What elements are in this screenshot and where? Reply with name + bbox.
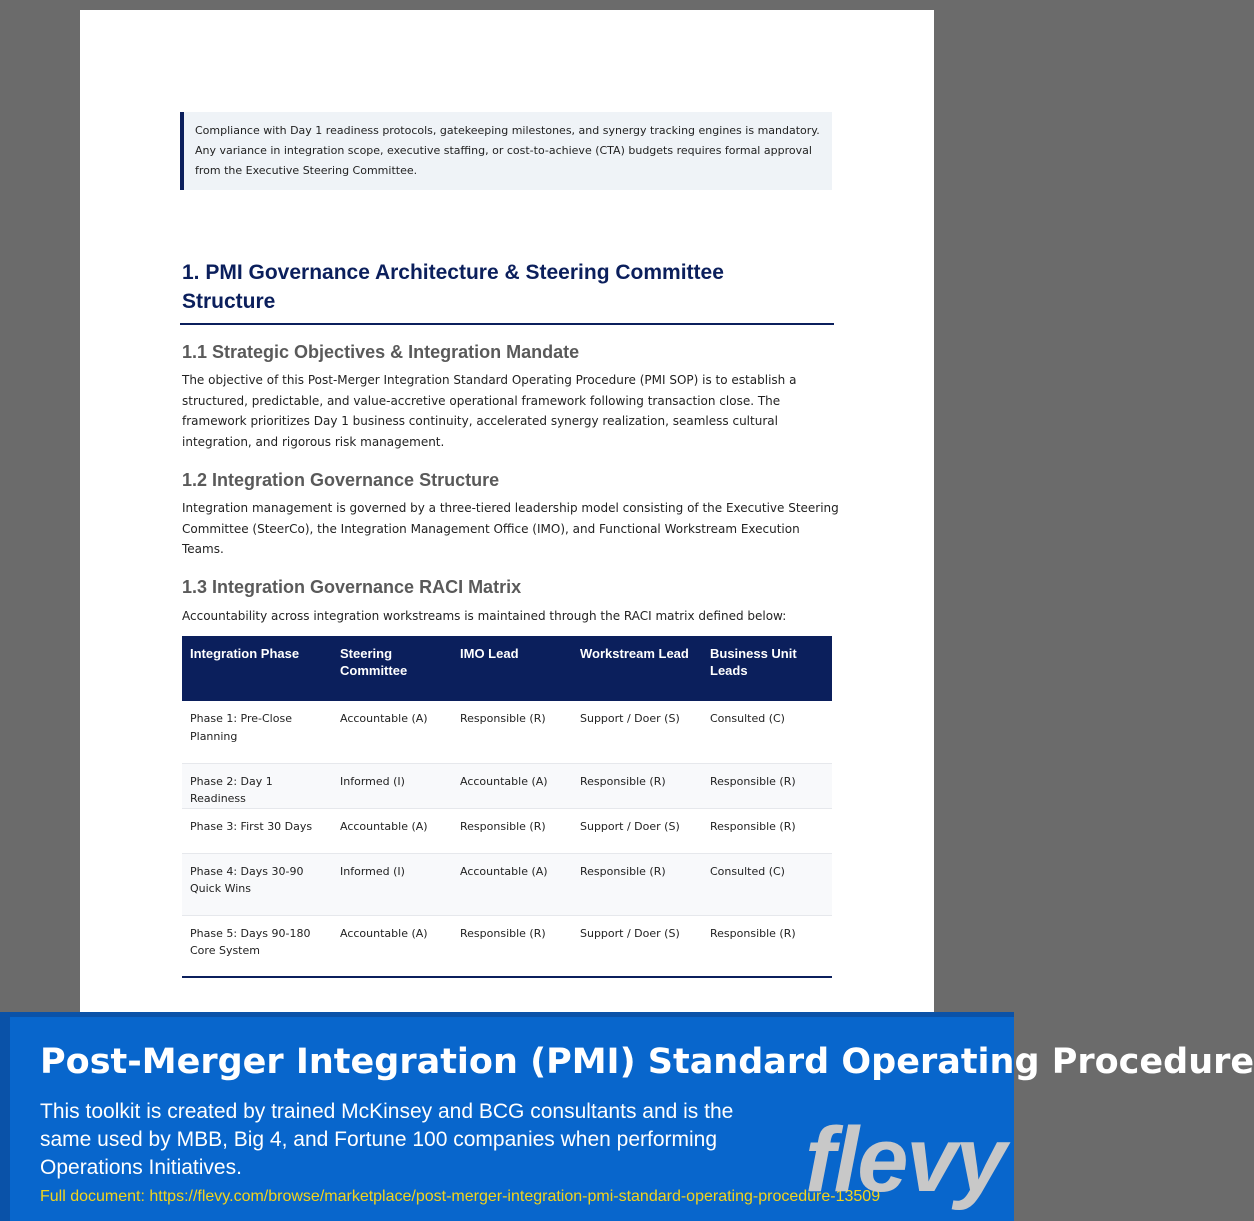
column-header: Integration Phase <box>190 646 300 661</box>
banner-top-band <box>0 1012 1014 1017</box>
table-cell: Phase 5: Days 90-180 Core System <box>182 915 332 977</box>
raci-intro <box>182 606 832 627</box>
section-title-rule <box>180 323 834 325</box>
paragraph-line: Accountability across integration workstreams is maintained through the RACI matrix defined below: <box>182 609 787 623</box>
raci-matrix-table <box>182 636 832 978</box>
table-cell: Responsible (R) <box>702 915 832 977</box>
column-header: Business Unit Leads <box>710 646 797 678</box>
banner-description-line: same used by MBB, Big 4, and Fortune 100 companies when performing <box>40 1128 718 1151</box>
table-cell: Responsible (R) <box>452 808 572 853</box>
table-row <box>182 808 832 853</box>
paragraph-line: The objective of this Post-Merger Integration Standard Operating Procedure (PMI SOP) is to establish a <box>182 373 797 387</box>
column-header: Steering Committee <box>340 646 408 678</box>
paragraph-line: Committee (SteerCo), the Integration Management Office (IMO), and Functional Workstream Execution <box>182 521 800 536</box>
paragraph-line: structured, predictable, and value-accretive operational framework following transaction close. The <box>182 393 781 408</box>
table-cell: Responsible (R) <box>452 701 572 763</box>
table-cell: Support / Doer (S) <box>572 808 702 853</box>
table-cell: Accountable (A) <box>332 915 452 977</box>
paragraph-line: Integration management is governed by a three-tiered leadership model consisting of the Executive Steering <box>182 501 839 515</box>
flevy-logo: flevy <box>805 1109 1005 1211</box>
full-document-link[interactable]: Full document: https://flevy.com/browse/marketplace/post-merger-integration-pmi-standard-operating-procedure-13509 <box>40 1188 881 1205</box>
table-cell: Responsible (R) <box>572 853 702 915</box>
table-cell: Phase 3: First 30 Days <box>182 808 332 853</box>
table-cell: Informed (I) <box>332 853 452 915</box>
table-cell: Phase 1: Pre-Close Planning <box>182 701 332 763</box>
subsection-heading-1-2: 1.2 Integration Governance Structure <box>182 470 500 490</box>
callout-line: Any variance in integration scope, executive staffing, or cost-to-achieve (CTA) budgets requires formal approval <box>195 144 812 157</box>
table-cell: Support / Doer (S) <box>572 915 702 977</box>
document-page <box>80 10 934 1014</box>
section-title <box>182 258 832 316</box>
table-cell: Responsible (R) <box>702 808 832 853</box>
subsection-text-1-2 <box>182 498 839 560</box>
table-cell: Consulted (C) <box>702 701 832 763</box>
compliance-callout <box>180 112 832 190</box>
subsection-heading-1-3: 1.3 Integration Governance RACI Matrix <box>182 577 522 597</box>
paragraph-line: framework prioritizes Day 1 business continuity, accelerated synergy realization, seamless cultural <box>182 414 778 428</box>
banner-description-line: This toolkit is created by trained McKinsey and BCG consultants and is the <box>40 1100 734 1123</box>
table-cell: Phase 2: Day 1 Readiness <box>182 763 332 808</box>
promo-banner <box>0 1012 1254 1221</box>
column-header: Workstream Lead <box>580 646 689 661</box>
paragraph-line: integration, and rigorous risk management. <box>182 434 445 449</box>
table-cell: Responsible (R) <box>572 763 702 808</box>
table-cell: Responsible (R) <box>702 763 832 808</box>
section-title-line: 1. PMI Governance Architecture & Steering Committee <box>182 261 724 284</box>
subsection-text-1-1 <box>182 370 832 452</box>
banner-description-line: Operations Initiatives. <box>40 1156 242 1179</box>
table-row <box>182 853 832 915</box>
table-cell: Accountable (A) <box>452 853 572 915</box>
table-row <box>182 701 832 763</box>
callout-line: from the Executive Steering Committee. <box>195 164 418 177</box>
table-header-row <box>182 636 832 701</box>
banner-title: Post-Merger Integration (PMI) Standard Operating Procedure <box>40 1042 1254 1082</box>
table-cell: Responsible (R) <box>452 915 572 977</box>
table-cell: Accountable (A) <box>332 808 452 853</box>
column-header: IMO Lead <box>460 646 519 661</box>
table-cell: Support / Doer (S) <box>572 701 702 763</box>
table-row <box>182 915 832 977</box>
section-title-line: Structure <box>182 290 276 313</box>
subsection-heading-1-1: 1.1 Strategic Objectives & Integration Mandate <box>182 342 580 362</box>
table-row <box>182 763 832 808</box>
table-cell: Informed (I) <box>332 763 452 808</box>
table-cell: Accountable (A) <box>452 763 572 808</box>
callout-line: Compliance with Day 1 readiness protocols, gatekeeping milestones, and synergy tracking engines is mandatory. <box>195 124 820 137</box>
table-cell: Phase 4: Days 30-90 Quick Wins <box>182 853 332 915</box>
paragraph-line: Teams. <box>182 542 224 556</box>
banner-description <box>40 1098 740 1182</box>
banner-side-band <box>0 1012 10 1221</box>
table-cell: Accountable (A) <box>332 701 452 763</box>
table-cell: Consulted (C) <box>702 853 832 915</box>
